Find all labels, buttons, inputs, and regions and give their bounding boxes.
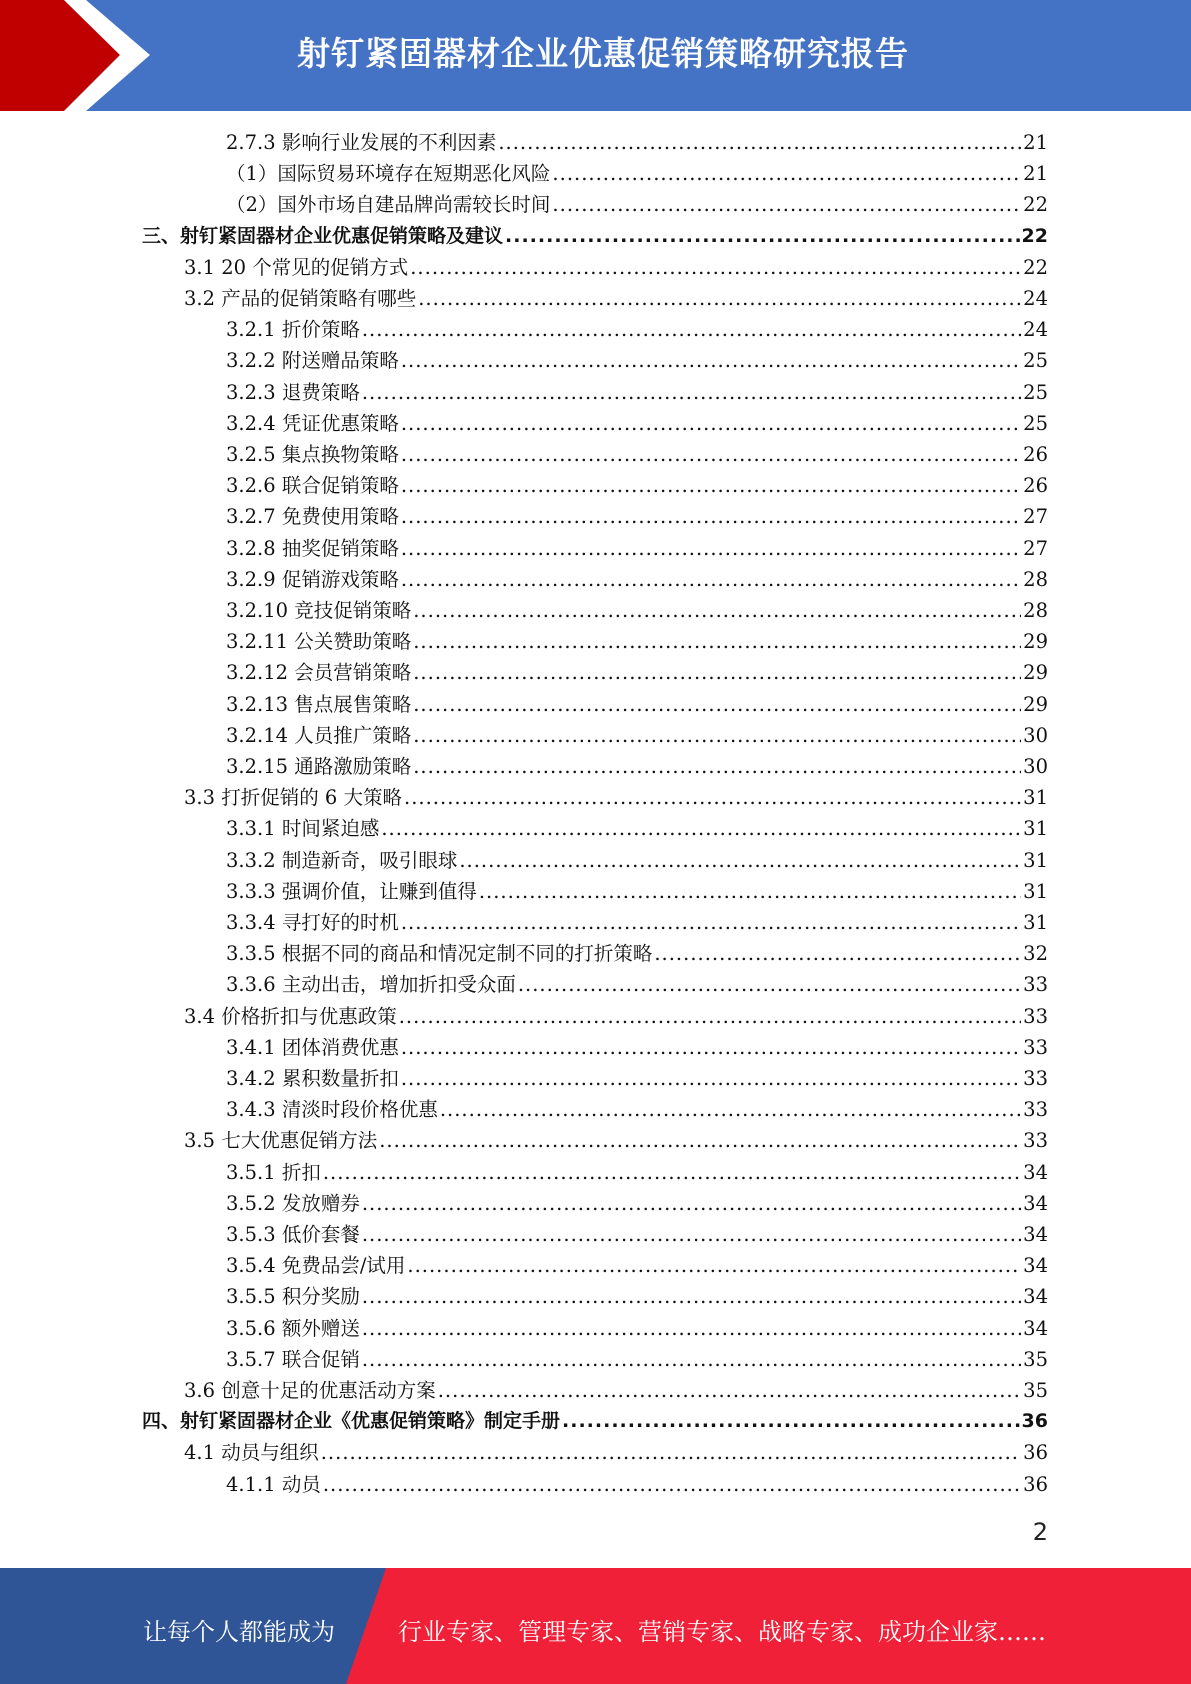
toc-entry[interactable] xyxy=(226,501,1048,532)
toc-entry-label: 3.3.3 强调价值，让赚到值得 xyxy=(226,879,477,903)
toc-entry-label: 3.2.14 人员推广策略 xyxy=(226,723,412,747)
toc-entry-label: 3.2.9 促销游戏策略 xyxy=(226,567,399,591)
toc-dot-leader xyxy=(438,1375,1021,1406)
toc-entry[interactable] xyxy=(226,813,1048,844)
toc-entry-label: 3.3.6 主动出击，增加折扣受众面 xyxy=(226,973,516,997)
toc-dot-leader xyxy=(401,564,1021,595)
toc-entry-page: 34 xyxy=(1023,1160,1048,1184)
toc-entry-label: 3.4 价格折扣与优惠政策 xyxy=(184,1004,397,1028)
toc-dot-leader xyxy=(399,1001,1021,1032)
toc-dot-leader xyxy=(401,1032,1021,1063)
toc-entry[interactable] xyxy=(142,1406,1048,1437)
toc-entry[interactable] xyxy=(226,626,1048,657)
toc-entry-label: 3.4.2 累积数量折扣 xyxy=(226,1067,399,1090)
toc-entry[interactable] xyxy=(226,907,1048,938)
toc-entry-label: 3.5.4 免费品尝/试用 xyxy=(226,1254,406,1278)
toc-entry[interactable] xyxy=(226,969,1048,1000)
toc-entry[interactable] xyxy=(226,564,1048,595)
toc-entry[interactable] xyxy=(226,408,1048,439)
toc-dot-leader xyxy=(323,1469,1021,1500)
toc-entry[interactable] xyxy=(226,1157,1048,1188)
toc-dot-leader xyxy=(413,689,1021,720)
toc-entry[interactable] xyxy=(226,345,1048,376)
toc-entry-page: 33 xyxy=(1023,973,1048,997)
toc-entry-label: 3.5.3 低价套餐 xyxy=(226,1223,360,1246)
toc-dot-leader xyxy=(362,1313,1021,1344)
toc-entry-label: 3.5 七大优惠促销方法 xyxy=(184,1129,378,1153)
toc-dot-leader xyxy=(379,1125,1021,1156)
toc-entry-label: 3.2.3 退费策略 xyxy=(226,380,360,404)
toc-dot-leader xyxy=(418,283,1021,314)
toc-entry-page: 36 xyxy=(1023,1472,1048,1496)
toc-entry[interactable] xyxy=(226,657,1048,688)
toc-entry-label: 3.5.2 发放赠券 xyxy=(226,1191,360,1215)
toc-entry-label: 3.3.4 寻打好的时机 xyxy=(226,911,399,934)
toc-entry[interactable] xyxy=(226,189,1048,220)
toc-entry[interactable] xyxy=(184,1001,1048,1032)
toc-dot-leader xyxy=(362,377,1021,408)
toc-dot-leader xyxy=(518,969,1021,1000)
footer-slogan-right: 行业专家、管理专家、营销专家、战略专家、成功企业家…… xyxy=(398,1618,1046,1646)
toc-entry-label: 3.3 打折促销的 6 大策略 xyxy=(184,786,403,810)
toc-entry-label: 4.1 动员与组织 xyxy=(184,1441,319,1465)
toc-entry-label: 3.2 产品的促销策略有哪些 xyxy=(184,287,417,310)
toc-entry[interactable] xyxy=(226,1094,1048,1125)
toc-entry-label: 3.2.1 折价策略 xyxy=(226,318,360,342)
toc-dot-leader xyxy=(407,1250,1021,1281)
toc-dot-leader xyxy=(401,439,1021,470)
toc-dot-leader xyxy=(562,1406,1020,1437)
toc-entry-page: 31 xyxy=(1023,848,1048,872)
toc-dot-leader xyxy=(321,1437,1021,1468)
toc-entry[interactable] xyxy=(226,439,1048,470)
toc-dot-leader xyxy=(413,626,1021,657)
toc-entry[interactable] xyxy=(226,533,1048,564)
toc-entry[interactable] xyxy=(184,782,1048,813)
page-header xyxy=(0,0,1191,111)
toc-entry[interactable] xyxy=(184,252,1048,283)
toc-entry-label: 2.7.3 影响行业发展的不利因素 xyxy=(226,131,497,154)
toc-entry-label: 3.2.10 竞技促销策略 xyxy=(226,599,412,622)
toc-entry-label: 3.2.7 免费使用策略 xyxy=(226,505,399,529)
toc-entry-label: 三、射钉紧固器材企业优惠促销策略及建议 xyxy=(142,224,504,247)
toc-entry[interactable] xyxy=(184,1125,1048,1156)
toc-entry-label: 3.2.12 会员营销策略 xyxy=(226,661,412,685)
toc-entry-label: 3.2.8 抽奖促销策略 xyxy=(226,536,399,560)
toc-entry[interactable] xyxy=(226,876,1048,907)
toc-entry-label: 3.5.6 额外赠送 xyxy=(226,1316,360,1340)
toc-dot-leader xyxy=(552,189,1021,220)
toc-entry-label: 3.4.1 团体消费优惠 xyxy=(226,1035,399,1059)
toc-entry-label: 3.5.5 积分奖励 xyxy=(226,1285,360,1309)
toc-dot-leader xyxy=(479,876,1021,907)
toc-entry[interactable] xyxy=(226,377,1048,408)
toc-entry[interactable] xyxy=(226,689,1048,720)
toc-entry-page: 28 xyxy=(1023,567,1048,591)
toc-entry[interactable] xyxy=(184,1375,1048,1406)
toc-entry-label: 3.5.7 联合促销 xyxy=(226,1347,360,1371)
toc-entry-page: 33 xyxy=(1023,1067,1048,1090)
toc-dot-leader xyxy=(505,221,1020,252)
toc-dot-leader xyxy=(362,1344,1021,1375)
toc-entry[interactable] xyxy=(226,1188,1048,1219)
toc-entry-page: 31 xyxy=(1023,879,1048,903)
toc-entry-label: 3.3.2 制造新奇，吸引眼球 xyxy=(226,848,458,872)
footer-slogan-left: 让每个人都能成为 xyxy=(143,1618,335,1646)
toc-dot-leader xyxy=(410,252,1021,283)
toc-dot-leader xyxy=(413,595,1021,626)
toc-entry-page: 22 xyxy=(1021,224,1048,247)
toc-dot-leader xyxy=(401,1063,1021,1094)
toc-entry-label: 3.4.3 清淡时段价格优惠 xyxy=(226,1098,438,1122)
toc-entry-label: 3.2.11 公关赞助策略 xyxy=(226,630,412,654)
toc-entry-page: 25 xyxy=(1023,411,1048,435)
toc-entry[interactable] xyxy=(226,1281,1048,1312)
toc-entry[interactable] xyxy=(184,1437,1048,1468)
toc-dot-leader xyxy=(459,845,1021,876)
toc-entry-page: 24 xyxy=(1023,318,1048,342)
toc-entry-page: 24 xyxy=(1023,287,1048,310)
toc-dot-leader xyxy=(362,1219,1021,1250)
toc-entry-page: 33 xyxy=(1023,1004,1048,1028)
toc-dot-leader xyxy=(413,751,1021,782)
toc-dot-leader xyxy=(381,813,1021,844)
toc-entry-label: 3.2.5 集点换物策略 xyxy=(226,443,399,466)
toc-dot-leader xyxy=(401,470,1021,501)
toc-entry[interactable] xyxy=(226,127,1048,158)
toc-dot-leader xyxy=(401,907,1021,938)
toc-entry[interactable] xyxy=(226,1313,1048,1344)
toc-dot-leader xyxy=(498,127,1021,158)
toc-entry[interactable] xyxy=(226,595,1048,626)
toc-entry-page: 36 xyxy=(1023,1441,1048,1465)
toc-entry-page: 22 xyxy=(1023,255,1048,279)
toc-entry[interactable] xyxy=(226,158,1048,189)
toc-entry-page: 21 xyxy=(1023,162,1048,186)
toc-entry[interactable] xyxy=(226,1063,1048,1094)
toc-dot-leader xyxy=(401,501,1021,532)
toc-entry-page: 30 xyxy=(1023,723,1048,747)
toc-entry-page: 30 xyxy=(1023,755,1048,778)
toc-dot-leader xyxy=(404,782,1021,813)
toc-entry-page: 35 xyxy=(1023,1347,1048,1371)
toc-dot-leader xyxy=(552,158,1021,189)
toc-entry-label: 3.2.13 售点展售策略 xyxy=(226,692,412,716)
toc-entry-label: 4.1.1 动员 xyxy=(226,1472,321,1496)
toc-entry-label: 3.6 创意十足的优惠活动方案 xyxy=(184,1379,436,1402)
toc-entry-label: 四、射钉紧固器材企业《优惠促销策略》制定手册 xyxy=(142,1410,561,1433)
toc-entry-page: 34 xyxy=(1023,1285,1048,1309)
toc-entry-label: 3.3.5 根据不同的商品和情况定制不同的打折策略 xyxy=(226,942,653,966)
toc-entry-page: 21 xyxy=(1023,131,1048,154)
toc-entry[interactable] xyxy=(226,1250,1048,1281)
toc-entry-page: 31 xyxy=(1023,786,1048,810)
toc-entry-page: 35 xyxy=(1023,1379,1048,1402)
toc-dot-leader xyxy=(362,314,1021,345)
toc-entry-page: 25 xyxy=(1023,380,1048,404)
toc-dot-leader xyxy=(413,720,1021,751)
toc-entry-page: 33 xyxy=(1023,1035,1048,1059)
toc-entry-page: 33 xyxy=(1023,1129,1048,1153)
toc-entry[interactable] xyxy=(226,720,1048,751)
toc-entry[interactable] xyxy=(226,1469,1048,1500)
toc-entry[interactable] xyxy=(142,221,1048,252)
toc-dot-leader xyxy=(323,1157,1021,1188)
toc-entry-page: 28 xyxy=(1023,599,1048,622)
toc-entry-label: （2）国外市场自建品牌尚需较长时间 xyxy=(226,193,551,217)
toc-entry-page: 36 xyxy=(1021,1410,1048,1433)
toc-dot-leader xyxy=(440,1094,1021,1125)
toc-entry-page: 34 xyxy=(1023,1191,1048,1215)
toc-dot-leader xyxy=(362,1188,1021,1219)
toc-entry-label: 3.1 20 个常见的促销方式 xyxy=(184,255,409,279)
toc-entry-page: 29 xyxy=(1023,661,1048,685)
toc-entry-page: 32 xyxy=(1023,942,1048,966)
toc-entry-label: 3.5.1 折扣 xyxy=(226,1160,321,1184)
toc-entry-page: 34 xyxy=(1023,1223,1048,1246)
toc-entry-page: 31 xyxy=(1023,817,1048,841)
toc-entry-label: 3.2.15 通路激励策略 xyxy=(226,755,412,778)
toc-entry[interactable] xyxy=(226,938,1048,969)
toc-entry-page: 27 xyxy=(1023,536,1048,560)
toc-dot-leader xyxy=(401,533,1021,564)
toc-entry[interactable] xyxy=(226,470,1048,501)
toc-entry-page: 33 xyxy=(1023,1098,1048,1122)
toc-entry-page: 31 xyxy=(1023,911,1048,934)
toc-entry-label: 3.2.6 联合促销策略 xyxy=(226,474,399,498)
toc-entry-label: 3.3.1 时间紧迫感 xyxy=(226,817,380,841)
toc-entry[interactable] xyxy=(226,314,1048,345)
toc-dot-leader xyxy=(401,408,1021,439)
toc-entry-page: 29 xyxy=(1023,630,1048,654)
toc-entry-page: 25 xyxy=(1023,349,1048,373)
toc-dot-leader xyxy=(654,938,1021,969)
toc-dot-leader xyxy=(362,1281,1021,1312)
page-number: 2 xyxy=(1032,1518,1048,1546)
toc-entry[interactable] xyxy=(226,1219,1048,1250)
toc-entry-page: 29 xyxy=(1023,692,1048,716)
toc-entry[interactable] xyxy=(226,845,1048,876)
toc-entry[interactable] xyxy=(226,751,1048,782)
toc-entry-page: 34 xyxy=(1023,1254,1048,1278)
report-title: 射钉紧固器材企业优惠促销策略研究报告 xyxy=(297,34,909,73)
toc-entry[interactable] xyxy=(226,1032,1048,1063)
toc-dot-leader xyxy=(413,657,1021,688)
toc-entry-label: 3.2.4 凭证优惠策略 xyxy=(226,411,399,435)
toc-entry-page: 27 xyxy=(1023,505,1048,529)
toc-entry-page: 26 xyxy=(1023,474,1048,498)
toc-dot-leader xyxy=(401,345,1021,376)
toc-entry[interactable] xyxy=(226,1344,1048,1375)
toc-entry-label: （1）国际贸易环境存在短期恶化风险 xyxy=(226,162,551,186)
toc-entry-label: 3.2.2 附送赠品策略 xyxy=(226,349,399,373)
toc-entry-page: 22 xyxy=(1023,193,1048,217)
toc-entry-page: 34 xyxy=(1023,1316,1048,1340)
toc-entry[interactable] xyxy=(184,283,1048,314)
page-footer xyxy=(0,1568,1191,1684)
toc-entry-page: 26 xyxy=(1023,443,1048,466)
